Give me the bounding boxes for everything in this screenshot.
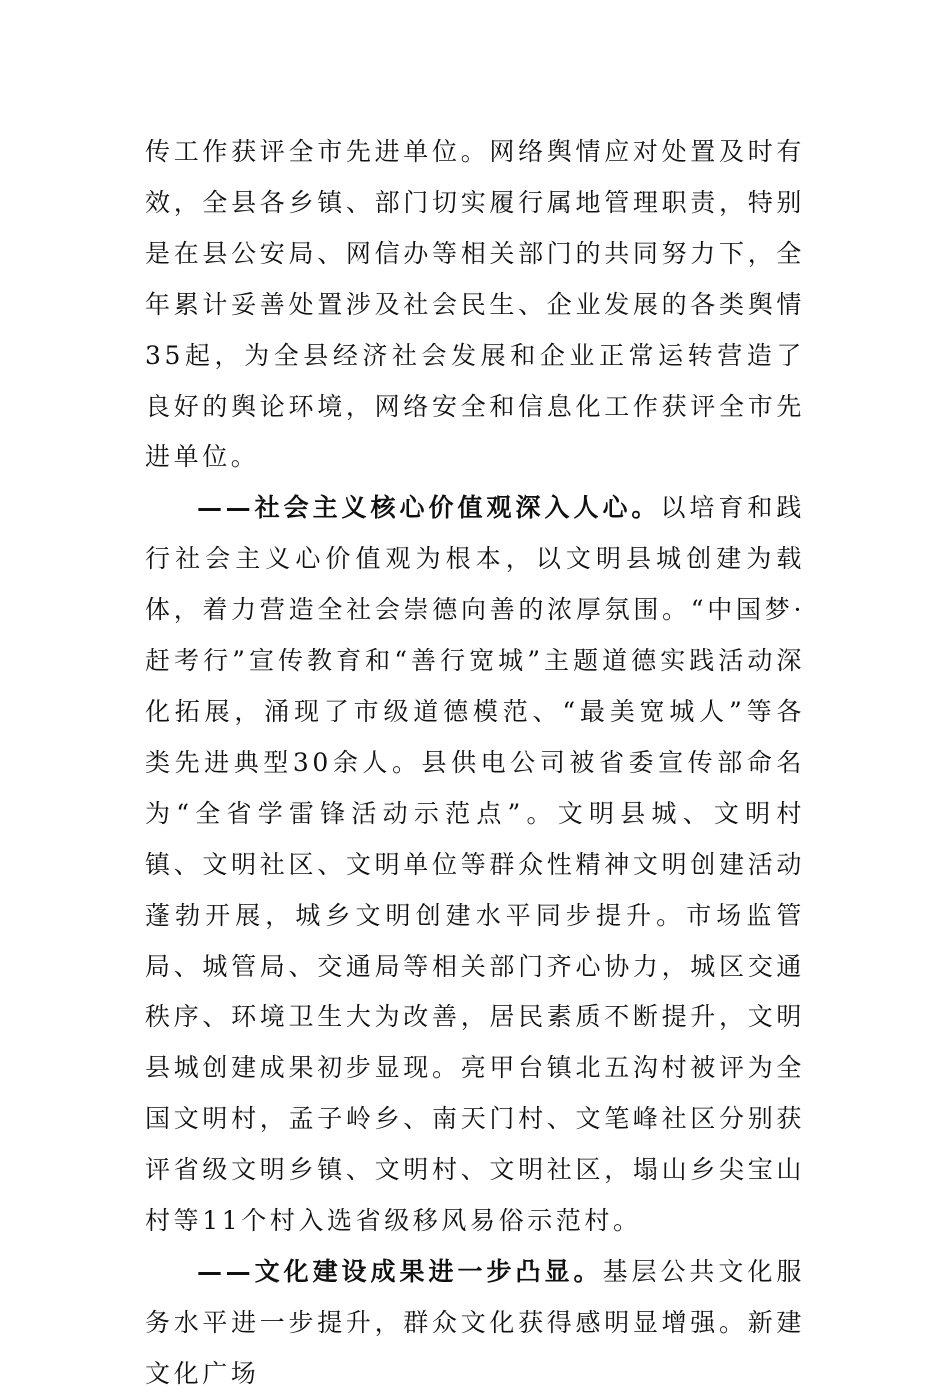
paragraph-continuation — [145, 127, 805, 483]
paragraph-core-values — [145, 483, 805, 1247]
paragraph-text: 传工作获评全市先进单位。网络舆情应对处置及时有效，全县各乡镇、部门切实履行属地管理职责，特别是在县公安局、网信办等相关部门的共同努力下，全年累计妥善处置涉及社会民生、企业发展的各类舆情35起，为全县经济社会发展和企业正常运转营造了良好的舆论环境，网络安全和信息化工作获评全市先进单位。 — [145, 137, 805, 472]
document-body — [145, 127, 805, 1400]
paragraph-heading: ——社会主义核心价值观深入人心。 — [197, 493, 661, 523]
paragraph-culture — [145, 1247, 805, 1400]
paragraph-text: 基层公共文化服务水平进一步提升，群众文化获得感明显增强。新建文化广场 — [145, 1256, 806, 1388]
paragraph-heading: ——文化建设成果进一步凸显。 — [197, 1256, 603, 1286]
paragraph-text: 以培育和践行社会主义心价值观为根本，以文明县城创建为载体，着力营造全社会崇德向善的浓厚氛围。“中国梦·赶考行”宣传教育和“善行宽城”主题道德实践活动深化拓展，涌现了市级道德模范、“最美宽城人”等各类先进典型30余人。县供电公司被省委宣传部命名为“全省学雷锋活动示范点”。文明县城、文明村镇、文明社区、文明单位等群众性精神文明创建活动蓬勃开展，城乡文明创建水平同步提升。市场监管局、城管局、交通局等相关部门齐心协力，城区交通秩序、环境卫生大为改善，居民素质不断提升，文明县城创建成果初步显现。亮甲台镇北五沟村被评为全国文明村，孟子岭乡、南天门村、文笔峰社区分别获评省级文明乡镇、文明村、文明社区，塌山乡尖宝山村等11个村入选省级移风易俗示范村。 — [145, 493, 805, 1236]
